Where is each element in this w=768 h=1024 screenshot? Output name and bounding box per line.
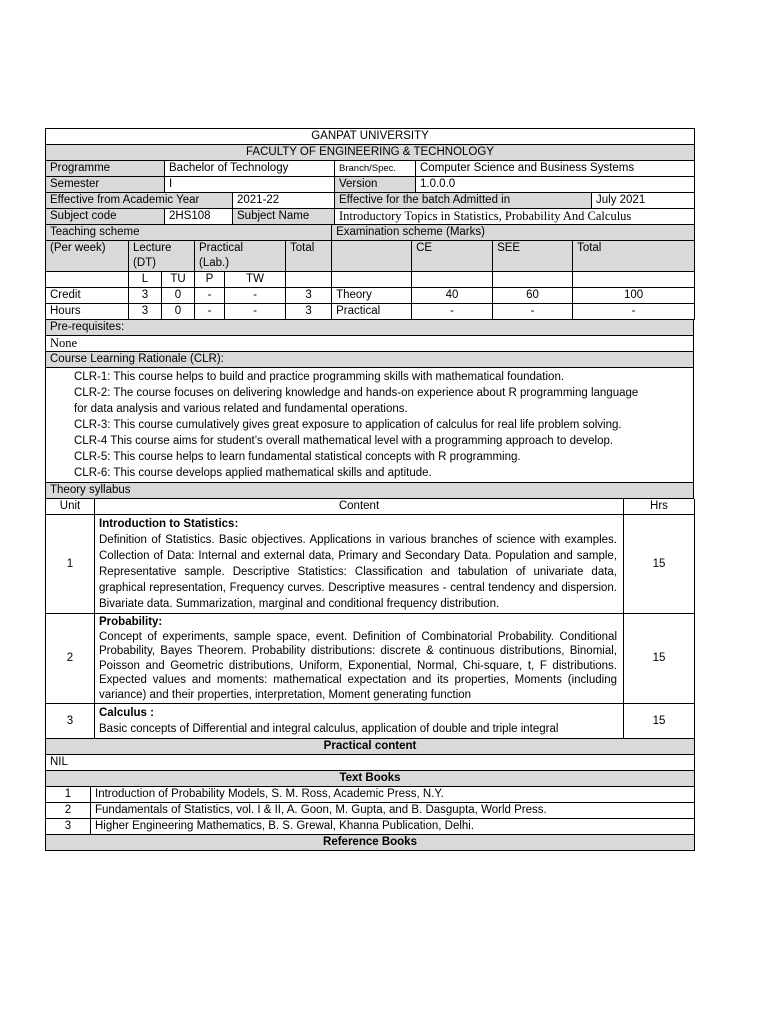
book-number: 3 (46, 819, 91, 835)
l-header: L (129, 272, 162, 288)
practical-header (195, 241, 286, 272)
tu-value: 0 (162, 288, 195, 304)
batch-value: July 2021 (592, 193, 695, 209)
hours-row (46, 304, 695, 320)
prereq-label: Pre-requisites: (46, 320, 694, 336)
scheme-table (45, 225, 695, 320)
clr-item: CLR-1: This course helps to build and practice programming skills with mathematical foundation. (74, 371, 565, 383)
unit-body: Definition of Statistics. Basic objectives. Applications in various branches of science with examples. Collection of Data: Internal and external data, Primary and Secondary Data. Population and sample, Representative sample. Descriptive Statistics: Classification and tabulation of univariate data, graphical representation, Frequency curves. Descriptive measures - central tendency and dispersion. Bivariate data. Summarization, marginal and conditional frequency distribution. (99, 534, 617, 610)
effective-year-value: 2021-22 (233, 193, 335, 209)
see-value: - (493, 304, 573, 320)
exam-scheme-label: Examination scheme (Marks) (332, 225, 695, 241)
total-value: 3 (286, 304, 332, 320)
clr-label: Course Learning Rationale (CLR): (46, 352, 694, 368)
unit-body: Basic concepts of Differential and integral calculus, application of double and triple integral (99, 723, 559, 735)
exam-total-value: - (573, 304, 695, 320)
p-value: - (195, 288, 225, 304)
version-label: Version (335, 177, 416, 193)
text-book-row (46, 819, 695, 835)
clr-item: CLR-5: This course helps to learn fundamental statistical concepts with R programming. (74, 451, 521, 463)
books-table (45, 739, 695, 851)
row-label: Credit (46, 288, 129, 304)
ce-value: 40 (412, 288, 493, 304)
subject-code-label: Subject code (46, 209, 165, 225)
unit-content (95, 704, 624, 739)
info-table (45, 128, 695, 225)
text-book-row (46, 803, 695, 819)
book-number: 1 (46, 787, 91, 803)
exam-total-value: 100 (573, 288, 695, 304)
see-value: 60 (493, 288, 573, 304)
unit-title: Introduction to Statistics: (99, 518, 239, 530)
hrs-header: Hrs (624, 499, 695, 515)
prereq-value: None (46, 336, 694, 352)
clr-list (46, 368, 694, 483)
ce-header: CE (412, 241, 493, 272)
per-week-label: (Per week) (46, 241, 129, 272)
l-value: 3 (129, 304, 162, 320)
syllabus-table (45, 499, 695, 739)
unit-header: Unit (46, 499, 95, 515)
l-value: 3 (129, 288, 162, 304)
tw-value: - (225, 304, 286, 320)
unit-number: 3 (46, 704, 95, 739)
blank-cell (332, 272, 412, 288)
exam-blank-header (332, 241, 412, 272)
clr-item: for data analysis and various related and fundamental operations. (74, 403, 408, 415)
teaching-scheme-label: Teaching scheme (46, 225, 332, 241)
faculty-title: FACULTY OF ENGINEERING & TECHNOLOGY (46, 145, 695, 161)
version-value: 1.0.0.0 (416, 177, 695, 193)
book-number: 2 (46, 803, 91, 819)
syllabus-document (45, 128, 694, 851)
subject-name-label: Subject Name (233, 209, 335, 225)
clr-item: CLR-6: This course develops applied mathematical skills and aptitude. (74, 467, 432, 479)
practical-header-line1: Practical (199, 242, 244, 254)
practical-content-value: NIL (46, 755, 695, 771)
semester-label: Semester (46, 177, 165, 193)
total-header: Total (286, 241, 332, 272)
unit-row (46, 614, 695, 704)
branch-value: Computer Science and Business Systems (416, 161, 695, 177)
blank-cell (286, 272, 332, 288)
unit-hrs: 15 (624, 515, 695, 614)
blank-cell (573, 272, 695, 288)
unit-row (46, 704, 695, 739)
clr-table (45, 320, 694, 499)
tu-header: TU (162, 272, 195, 288)
semester-value: I (165, 177, 335, 193)
programme-label: Programme (46, 161, 165, 177)
unit-title: Calculus : (99, 707, 154, 719)
unit-number: 1 (46, 515, 95, 614)
unit-hrs: 15 (624, 614, 695, 704)
blank-cell (412, 272, 493, 288)
tu-value: 0 (162, 304, 195, 320)
branch-label: Branch/Spec. (335, 161, 416, 177)
tw-header: TW (225, 272, 286, 288)
effective-year-label: Effective from Academic Year (46, 193, 233, 209)
unit-hrs: 15 (624, 704, 695, 739)
ce-value: - (412, 304, 493, 320)
clr-item: CLR-3: This course cumulatively gives great exposure to application of calculus for real life problem solving. (74, 419, 622, 431)
blank-cell (493, 272, 573, 288)
see-header: SEE (493, 241, 573, 272)
lecture-header-line2: (DT) (133, 257, 156, 269)
clr-item: CLR-4 This course aims for student’s overall mathematical level with a programming approach to develop. (74, 435, 614, 447)
content-header: Content (95, 499, 624, 515)
p-header: P (195, 272, 225, 288)
p-value: - (195, 304, 225, 320)
exam-type: Practical (332, 304, 412, 320)
unit-title: Probability: (99, 616, 163, 628)
tw-value: - (225, 288, 286, 304)
unit-content (95, 515, 624, 614)
exam-total-header: Total (573, 241, 695, 272)
unit-row (46, 515, 695, 614)
total-value: 3 (286, 288, 332, 304)
book-text: Fundamentals of Statistics, vol. I & II, A. Goon, M. Gupta, and B. Dasgupta, World Press. (91, 803, 695, 819)
programme-value: Bachelor of Technology (165, 161, 335, 177)
unit-content (95, 614, 624, 704)
unit-number: 2 (46, 614, 95, 704)
practical-content-label: Practical content (46, 739, 695, 755)
book-text: Higher Engineering Mathematics, B. S. Grewal, Khanna Publication, Delhi. (91, 819, 695, 835)
reference-books-label: Reference Books (46, 835, 695, 851)
university-title: GANPAT UNIVERSITY (46, 129, 695, 145)
theory-syllabus-label: Theory syllabus (46, 483, 694, 499)
practical-header-line2: (Lab.) (199, 257, 230, 269)
lecture-header-line1: Lecture (133, 242, 172, 254)
row-label: Hours (46, 304, 129, 320)
text-books-label: Text Books (46, 771, 695, 787)
subject-name-value: Introductory Topics in Statistics, Probability And Calculus (335, 209, 695, 225)
subject-code-value: 2HS108 (165, 209, 233, 225)
credit-row (46, 288, 695, 304)
unit-body: Concept of experiments, sample space, event. Definition of Combinatorial Probability. Conditional Probability, Bayes Theorem. Probability distributions: discrete & continuous distributions, Binomial, Poisson and Geometric distributions, Uniform, Exponential, Normal, Chi-square, t, F distributions. Expected values and moments: mathematical expectation and its properties, Moments (including variance) and their properties, interpretation, Moment generating function (99, 630, 617, 701)
lecture-header (129, 241, 195, 272)
batch-label: Effective for the batch Admitted in (335, 193, 592, 209)
exam-type: Theory (332, 288, 412, 304)
text-book-row (46, 787, 695, 803)
book-text: Introduction of Probability Models, S. M. Ross, Academic Press, N.Y. (91, 787, 695, 803)
clr-item: CLR-2: The course focuses on delivering knowledge and hands-on experience about R programming language (74, 387, 639, 399)
blank-cell (46, 272, 129, 288)
